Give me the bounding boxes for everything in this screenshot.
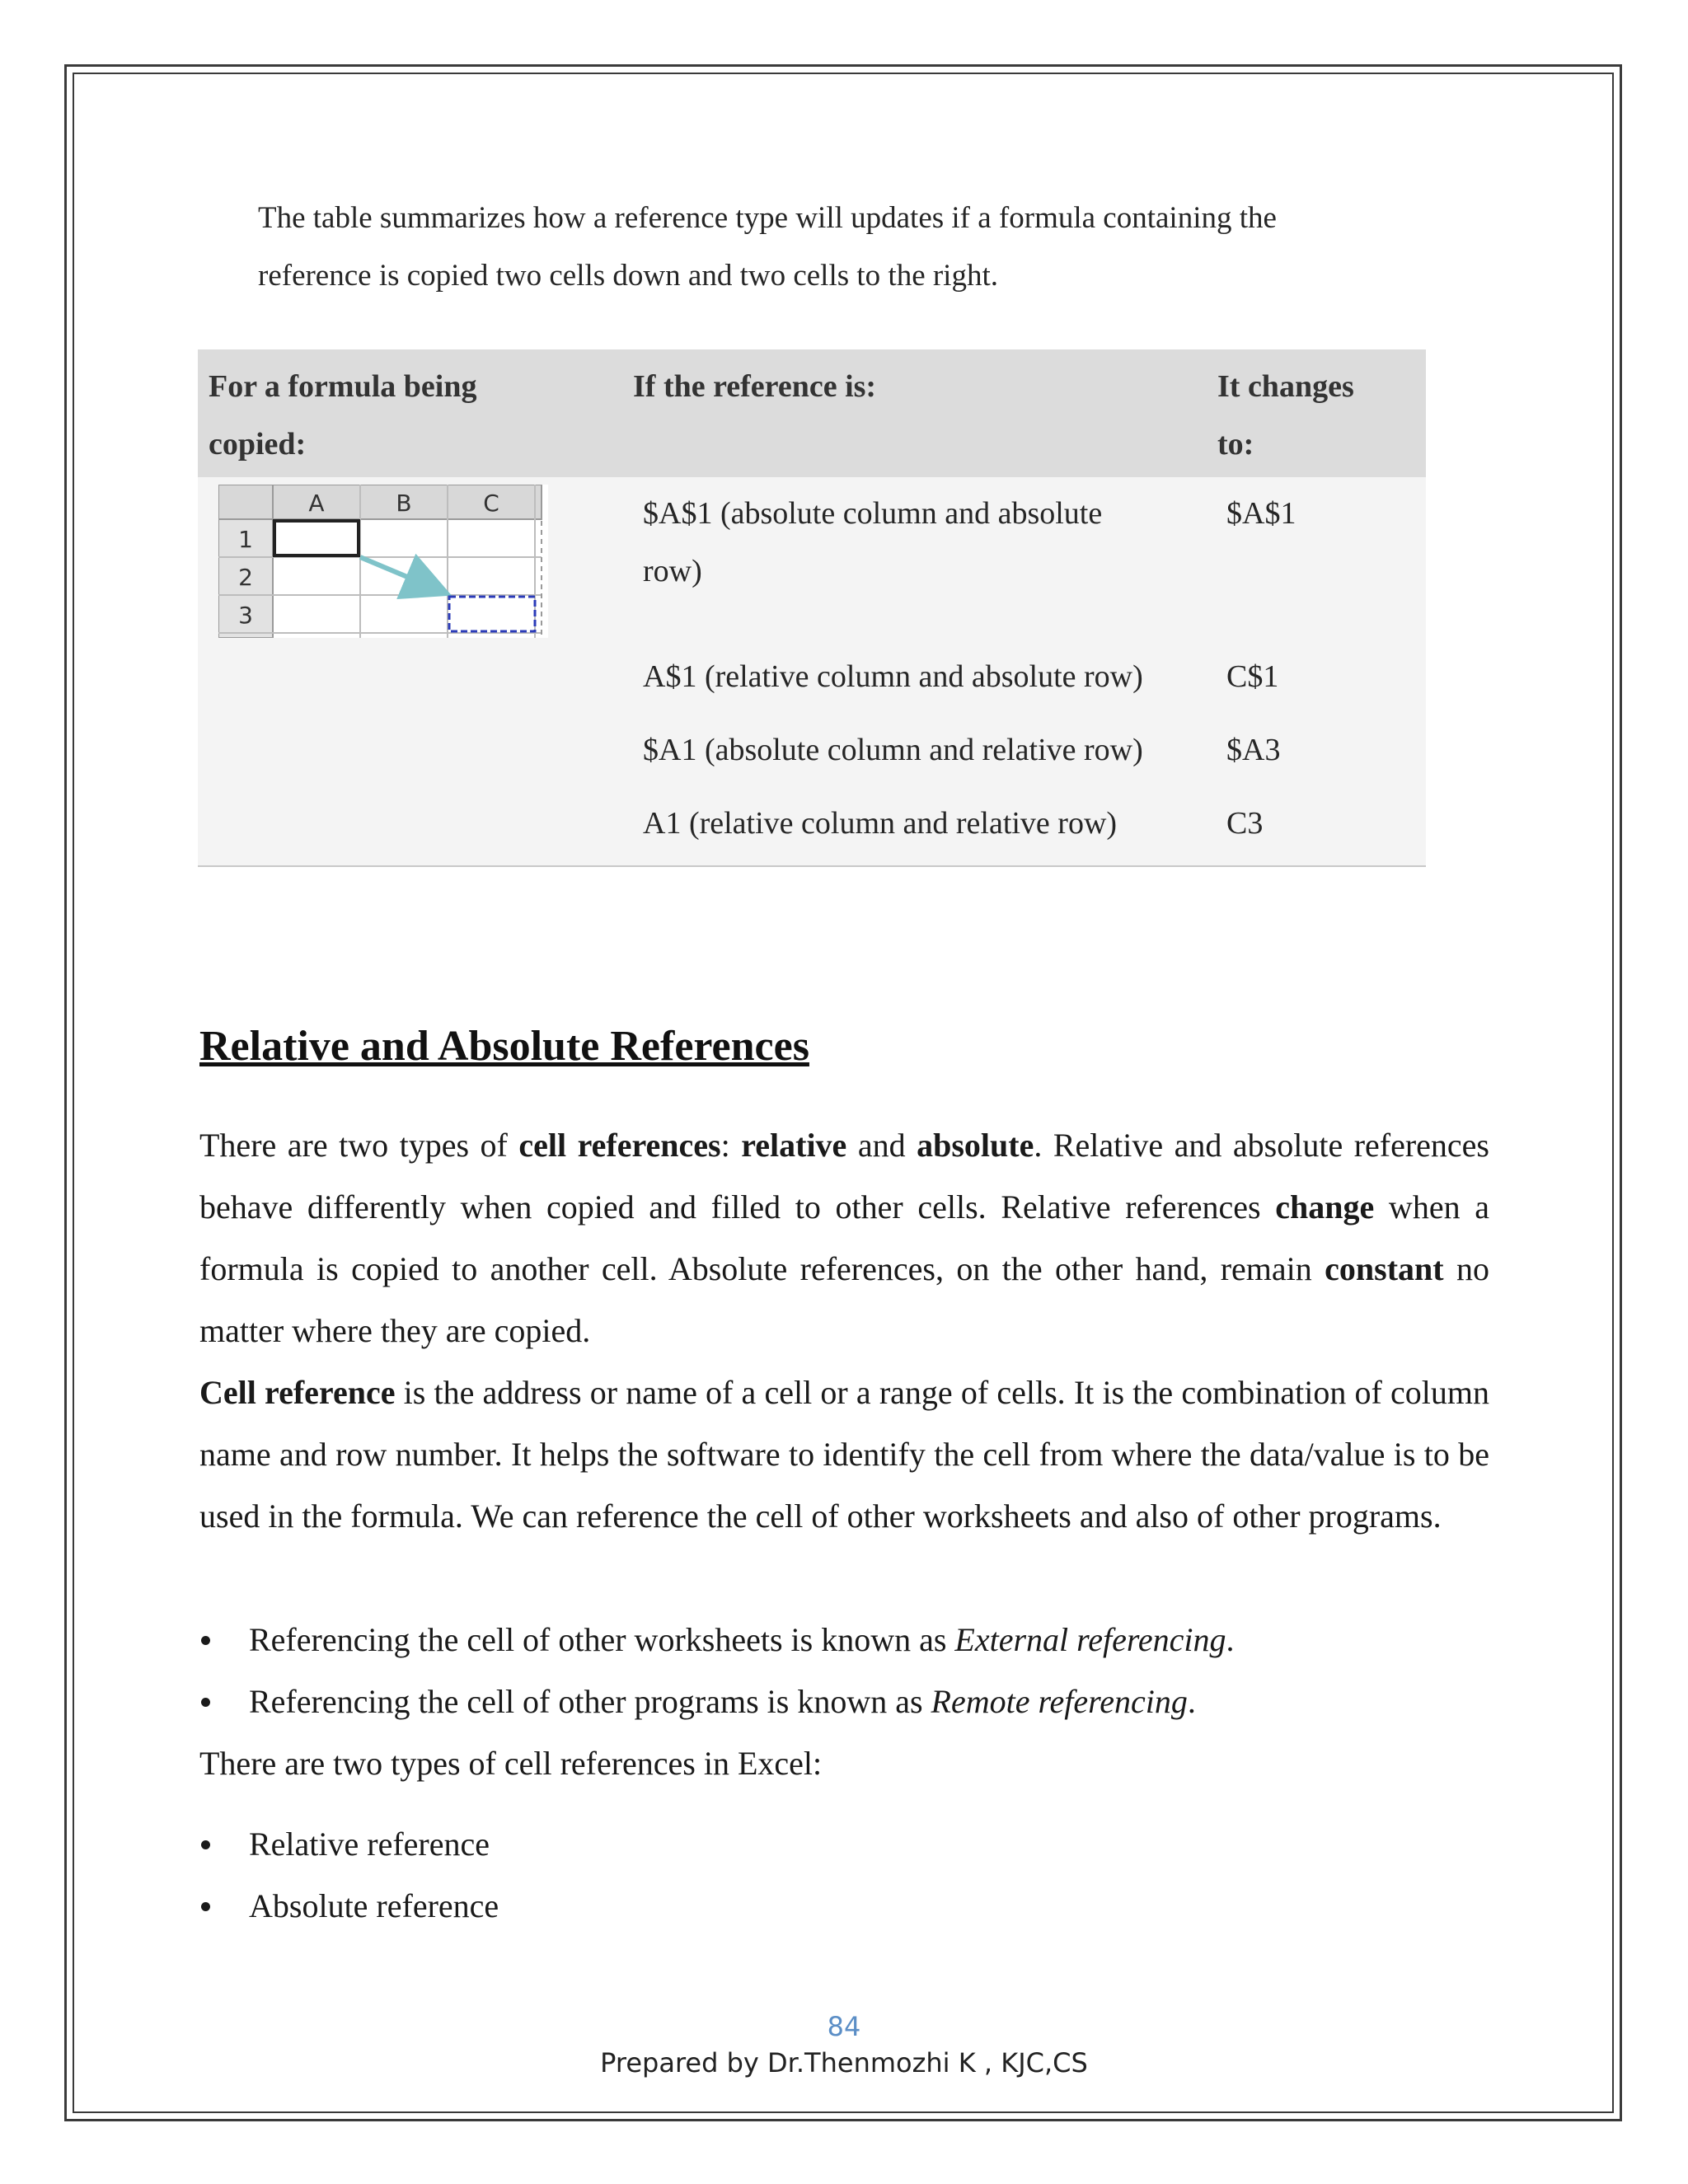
row-2-result: C$1 <box>1226 659 1279 694</box>
row-4-reference: A1 (relative column and relative row) <box>643 806 1118 841</box>
footer-prepared-by: Prepared by Dr.Thenmozhi K , KJC,CS <box>600 2047 1088 2079</box>
section-heading: Relative and Absolute References <box>199 1023 809 1070</box>
row-1-reference: $A$1 (absolute column and absolute row) <box>643 496 1103 588</box>
list-item: Referencing the cell of other programs is known as Remote referencing. <box>199 1671 1485 1732</box>
intro-line-2: reference is copied two cells down and two cells to the right. <box>258 259 998 293</box>
column-b-label: B <box>396 490 412 517</box>
intro-paragraph <box>258 190 1445 305</box>
row-3-result: $A3 <box>1226 733 1281 767</box>
row-3-label: 3 <box>238 602 253 629</box>
spreadsheet-copy-illustration <box>218 485 548 638</box>
list-item: Absolute reference <box>199 1875 1485 1937</box>
referencing-list <box>199 1609 1485 1732</box>
row-2-label: 2 <box>238 564 253 591</box>
list-item: Relative reference <box>199 1813 1485 1875</box>
header-formula-copied: For a formula being copied: <box>209 369 477 462</box>
reference-table <box>198 349 1426 867</box>
types-intro: There are two types of cell references in Excel: <box>199 1745 823 1782</box>
paragraph-cell-reference-definition: Cell reference is the address or name of a cell or a range of cells. It is the combination of column name and row number. It helps the software to identify the cell from where the data/value is to be used in the formula. We can reference the cell of other worksheets and also of other programs. <box>199 1374 1489 1535</box>
table-header-row <box>198 349 1426 477</box>
paragraph-cell-references: There are two types of cell references: relative and absolute. Relative and absolute references behave differently when copied and filled to other cells. Relative references change when a formula is copied to another cell. Absolute references, on the other hand, remain constant no matter where they are copied. <box>199 1127 1490 1349</box>
column-c-label: C <box>483 490 499 517</box>
intro-line-1: The table summarizes how a reference type will updates if a formula containing the <box>258 201 1277 235</box>
row-1-result: $A$1 <box>1226 496 1296 531</box>
row-3-reference: $A1 (absolute column and relative row) <box>643 733 1143 767</box>
column-a-label: A <box>308 490 325 517</box>
page-number: 84 <box>827 2011 861 2042</box>
header-reference-is: If the reference is: <box>633 369 877 404</box>
row-4-result: C3 <box>1226 806 1264 841</box>
list-item: Referencing the cell of other worksheets is known as External referencing. <box>199 1609 1485 1671</box>
reference-types-list <box>199 1813 1485 1937</box>
row-1-label: 1 <box>238 526 253 553</box>
row-2-reference: A$1 (relative column and absolute row) <box>643 659 1143 694</box>
header-changes-to: It changes to: <box>1217 369 1354 462</box>
